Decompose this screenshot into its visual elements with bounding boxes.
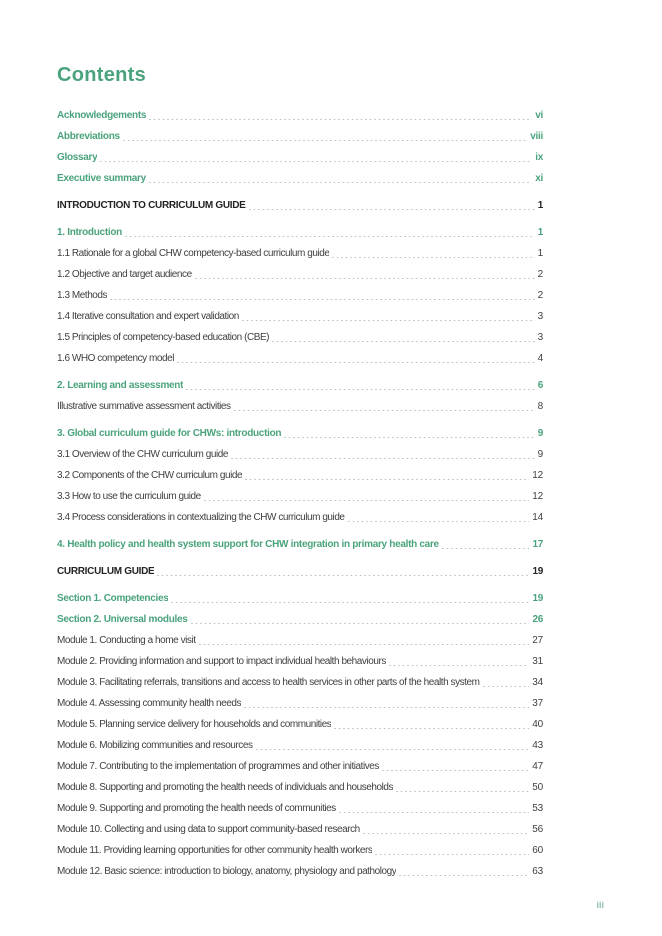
- toc-entry-page: 26: [532, 614, 543, 625]
- toc-entry-page: 1: [537, 200, 543, 211]
- toc-entry-page: 56: [532, 824, 543, 835]
- toc-leader-dots: [149, 119, 532, 121]
- toc-entry-label: Module 2. Providing information and support to impact individual health behaviours: [57, 656, 386, 667]
- toc-leader-dots: [125, 236, 535, 238]
- toc-entry-page: 17: [532, 539, 543, 550]
- toc-entry-page: 1: [537, 248, 543, 259]
- toc-entry-page: 60: [532, 845, 543, 856]
- toc-entry-page: 12: [532, 491, 543, 502]
- toc-entry-page: 2: [537, 269, 543, 280]
- toc-leader-dots: [442, 548, 530, 550]
- toc-entry-page: 9: [537, 428, 543, 439]
- toc-entry-label: 1.5 Principles of competency-based education (CBE): [57, 332, 270, 343]
- toc-leader-dots: [231, 458, 535, 460]
- toc-entry[interactable]: [57, 396, 543, 417]
- toc-entry-page: 14: [532, 512, 543, 523]
- toc-leader-dots: [199, 644, 530, 646]
- page-title: Contents: [57, 64, 147, 86]
- toc-entry[interactable]: [57, 840, 543, 861]
- toc-entry-label: Glossary: [57, 152, 98, 163]
- toc-entry-label: 1.4 Iterative consultation and expert validation: [57, 311, 239, 322]
- footer-page-number: iii: [596, 900, 604, 910]
- toc-entry-page: 19: [532, 566, 543, 577]
- toc-entry-page: ix: [535, 152, 543, 163]
- toc-entry-label: Module 7. Contributing to the implementation of programmes and other initiatives: [57, 761, 379, 772]
- toc-entry-label: 2. Learning and assessment: [57, 380, 184, 391]
- toc-entry-label: Abbreviations: [57, 131, 120, 142]
- toc-entry[interactable]: [57, 798, 543, 819]
- toc-leader-dots: [195, 278, 535, 280]
- toc-leader-dots: [204, 500, 529, 502]
- toc-entry-label: INTRODUCTION TO CURRICULUM GUIDE: [57, 200, 246, 211]
- toc-entry[interactable]: [57, 168, 543, 189]
- toc-leader-dots: [149, 182, 532, 184]
- toc-leader-dots: [332, 257, 534, 259]
- toc-entry-page: 43: [532, 740, 543, 751]
- toc-leader-dots: [186, 389, 535, 391]
- toc-entry[interactable]: [57, 561, 543, 582]
- toc-entry[interactable]: [57, 819, 543, 840]
- toc-entry-label: 3.2 Components of the CHW curriculum guide: [57, 470, 243, 481]
- toc-entry-page: 47: [532, 761, 543, 772]
- toc-leader-dots: [339, 812, 529, 814]
- toc-entry[interactable]: [57, 195, 543, 216]
- toc-entry-label: Illustrative summative assessment activities: [57, 401, 231, 412]
- toc-entry-label: 1.3 Methods: [57, 290, 108, 301]
- toc-entry[interactable]: [57, 423, 543, 444]
- toc-entry[interactable]: [57, 465, 543, 486]
- toc-entry-label: Module 6. Mobilizing communities and resources: [57, 740, 253, 751]
- toc-entry[interactable]: [57, 285, 543, 306]
- toc-entry-label: Module 10. Collecting and using data to support community-based research: [57, 824, 360, 835]
- toc-entry[interactable]: [57, 147, 543, 168]
- toc-entry-label: 1. Introduction: [57, 227, 122, 238]
- toc-entry[interactable]: [57, 609, 543, 630]
- toc-entry[interactable]: [57, 222, 543, 243]
- toc-entry-page: 34: [532, 677, 543, 688]
- toc-entry-label: Module 12. Basic science: introduction to biology, anatomy, physiology and pathology: [57, 866, 397, 877]
- toc-list: [57, 105, 543, 882]
- toc-entry-label: Module 11. Providing learning opportunities for other community health workers: [57, 845, 373, 856]
- toc-entry-label: Module 1. Conducting a home visit: [57, 635, 196, 646]
- toc-leader-dots: [110, 299, 535, 301]
- toc-leader-dots: [234, 410, 535, 412]
- toc-entry[interactable]: [57, 735, 543, 756]
- toc-entry[interactable]: [57, 756, 543, 777]
- toc-leader-dots: [348, 521, 530, 523]
- toc-leader-dots: [191, 623, 530, 625]
- toc-leader-dots: [249, 209, 535, 211]
- toc-entry-label: Module 3. Facilitating referrals, transitions and access to health services in other parts of the health system: [57, 677, 480, 688]
- toc-entry[interactable]: [57, 444, 543, 465]
- toc-entry-page: 12: [532, 470, 543, 481]
- toc-leader-dots: [157, 575, 529, 577]
- toc-leader-dots: [123, 140, 528, 142]
- toc-entry[interactable]: [57, 348, 543, 369]
- toc-entry[interactable]: [57, 243, 543, 264]
- toc-entry-page: 50: [532, 782, 543, 793]
- toc-leader-dots: [363, 833, 529, 835]
- toc-entry-label: 4. Health policy and health system support for CHW integration in primary health care: [57, 539, 439, 550]
- toc-entry-page: 53: [532, 803, 543, 814]
- toc-entry[interactable]: [57, 588, 543, 609]
- toc-entry-page: 8: [537, 401, 543, 412]
- toc-leader-dots: [483, 686, 530, 688]
- toc-entry[interactable]: [57, 306, 543, 327]
- toc-entry-page: 37: [532, 698, 543, 709]
- toc-entry[interactable]: [57, 126, 543, 147]
- toc-entry[interactable]: [57, 375, 543, 396]
- toc-leader-dots: [284, 437, 535, 439]
- toc-entry-page: 9: [537, 449, 543, 460]
- toc-entry-label: CURRICULUM GUIDE: [57, 566, 155, 577]
- toc-entry-label: Module 9. Supporting and promoting the health needs of communities: [57, 803, 336, 814]
- toc-leader-dots: [242, 320, 535, 322]
- toc-entry-page: 6: [537, 380, 543, 391]
- toc-entry[interactable]: [57, 714, 543, 735]
- toc-entry-label: Section 1. Competencies: [57, 593, 169, 604]
- toc-entry-label: 3. Global curriculum guide for CHWs: introduction: [57, 428, 282, 439]
- toc-entry-page: xi: [535, 173, 543, 184]
- toc-entry[interactable]: [57, 651, 543, 672]
- toc-leader-dots: [389, 665, 529, 667]
- toc-entry-label: Executive summary: [57, 173, 146, 184]
- toc-entry[interactable]: [57, 777, 543, 798]
- toc-entry[interactable]: [57, 105, 543, 126]
- toc-entry-label: Module 4. Assessing community health needs: [57, 698, 241, 709]
- toc-entry-label: Section 2. Universal modules: [57, 614, 188, 625]
- toc-leader-dots: [399, 875, 529, 877]
- toc-leader-dots: [171, 602, 529, 604]
- toc-entry-page: 2: [537, 290, 543, 301]
- toc-entry-page: 63: [532, 866, 543, 877]
- toc-leader-dots: [100, 161, 532, 163]
- toc-entry-page: 3: [537, 311, 543, 322]
- toc-entry-page: 3: [537, 332, 543, 343]
- toc-leader-dots: [244, 707, 529, 709]
- toc-leader-dots: [396, 791, 529, 793]
- toc-entry[interactable]: [57, 327, 543, 348]
- toc-entry-page: 1: [537, 227, 543, 238]
- toc-entry-page: 4: [537, 353, 543, 364]
- toc-entry[interactable]: [57, 264, 543, 285]
- toc-entry-page: viii: [530, 131, 543, 142]
- toc-entry-label: Module 8. Supporting and promoting the health needs of individuals and households: [57, 782, 394, 793]
- toc-entry-page: 31: [532, 656, 543, 667]
- toc-entry-page: 40: [532, 719, 543, 730]
- toc-entry-page: 27: [532, 635, 543, 646]
- toc-leader-dots: [382, 770, 529, 772]
- toc-entry-label: 1.6 WHO competency model: [57, 353, 175, 364]
- toc-leader-dots: [375, 854, 529, 856]
- toc-leader-dots: [256, 749, 530, 751]
- toc-entry[interactable]: [57, 486, 543, 507]
- toc-entry[interactable]: [57, 630, 543, 651]
- toc-entry[interactable]: [57, 693, 543, 714]
- toc-entry[interactable]: [57, 672, 543, 693]
- toc-entry-page: 19: [532, 593, 543, 604]
- toc-entry-label: Module 5. Planning service delivery for households and communities: [57, 719, 332, 730]
- toc-entry-label: 1.1 Rationale for a global CHW competency-based curriculum guide: [57, 248, 330, 259]
- toc-leader-dots: [177, 362, 535, 364]
- toc-entry-label: 3.3 How to use the curriculum guide: [57, 491, 201, 502]
- toc-entry-label: 3.1 Overview of the CHW curriculum guide: [57, 449, 228, 460]
- toc-entry[interactable]: [57, 534, 543, 555]
- toc-leader-dots: [334, 728, 529, 730]
- toc-entry[interactable]: [57, 861, 543, 882]
- toc-entry-page: vi: [535, 110, 543, 121]
- toc-entry-label: Acknowledgements: [57, 110, 147, 121]
- toc-leader-dots: [272, 341, 535, 343]
- toc-entry-label: 3.4 Process considerations in contextualizing the CHW curriculum guide: [57, 512, 345, 523]
- toc-entry[interactable]: [57, 507, 543, 528]
- toc-entry-label: 1.2 Objective and target audience: [57, 269, 192, 280]
- toc-leader-dots: [245, 479, 529, 481]
